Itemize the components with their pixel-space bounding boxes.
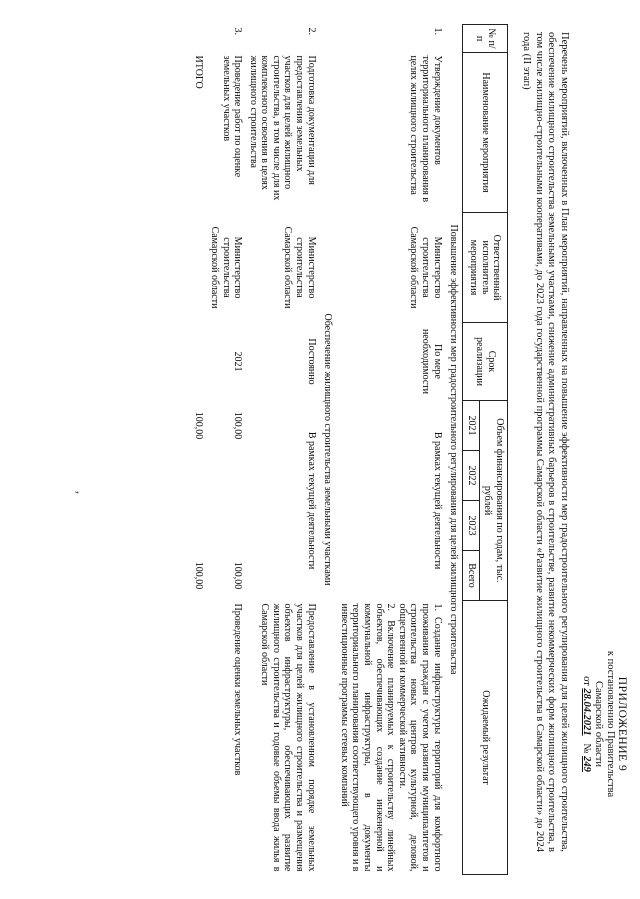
row-num: 3.	[232, 27, 244, 35]
table-row	[245, 25, 319, 875]
number-prefix: №	[581, 743, 592, 754]
header-name: Наименование мероприятия	[463, 53, 508, 213]
appendix-heading: ПРИЛОЖЕНИЕ 9	[616, 676, 628, 772]
header-2021: 2021	[463, 401, 480, 451]
header-total: Всего	[463, 551, 480, 601]
row-result: Проведение оценки земельных участков	[232, 603, 244, 776]
result-paragraph-1: 1. Создание инфраструктуры территорий для комфортного проживания граждан с учетом развития муниципалитетов и строительства новых центров культурной, деловой, общественной и коммерческой активности.	[396, 603, 443, 872]
header-2022: 2022	[463, 451, 480, 501]
total-sum: 100,00	[193, 561, 205, 590]
total-row	[191, 25, 207, 875]
table-row	[336, 25, 444, 875]
handwritten-date: 28.04.2021	[581, 688, 592, 736]
row-num: 1.	[431, 27, 443, 35]
row-term: 2021	[232, 351, 244, 372]
row-total: 100,00	[232, 561, 244, 590]
stray-pen-mark: ‚	[73, 490, 88, 495]
row-executor: Министерство строительства Самарской области	[408, 226, 443, 309]
table-row	[206, 25, 245, 875]
header-executor: Ответственный исполнитель мероприятия	[463, 213, 508, 323]
total-label: ИТОГО	[193, 55, 205, 89]
row-name: Проведение работ по оценке земельных участков	[220, 55, 244, 178]
row-term: По мере необходимости	[420, 328, 443, 394]
section-row	[319, 25, 337, 875]
document-title: Перечень мероприятий, включенных в План мероприятий, направленных на повышение эффективности мер градостроительного регулирования для целей жилищного строительства, обеспечение жилищного строительства земельными участками, снижение административных барьеров в строительстве, развитие некоммерческих форм жилищного строительства, в том числе жилищно-строительными кооперативами, до 2023 года государственной программы Самарской области «Развитие жилищного строительства в Самарской области» до 2024 года (II этап)	[521, 32, 570, 852]
row-funding-note: В рамках текущей деятельности	[305, 431, 317, 570]
appendix-line1: к постановлению Правительства	[605, 650, 616, 798]
date-prefix: от	[581, 676, 592, 686]
header-funding: Объем финансирования по годам, тыс. рублей	[479, 401, 507, 601]
section-title: Повышение эффективности мер градостроительного регулирования для целей жилищного строительства	[448, 224, 460, 675]
header-term: Срок реализации	[463, 323, 508, 401]
row-funding-note: В рамках текущей деятельности	[431, 431, 443, 570]
row-executor: Министерство строительства Самарской области	[208, 226, 244, 309]
row-term: Постоянно	[305, 338, 317, 385]
appendix-line2: Самарской области	[593, 681, 604, 767]
header-num: № п/п	[463, 25, 508, 53]
section-title: Обеспечение жилищного строительства земельными участками	[322, 313, 334, 586]
result-paragraph-2: 2. Включение планируемых к строительству линейных объектов, обеспечивающих создание инженерной и коммунальной инфраструктуры, в документы территориального планирования соответствующего уровня и в инвестиционные программы сетевых компаний	[338, 603, 397, 872]
row-executor: Министерство строительства Самарской области	[282, 226, 317, 309]
section-row	[445, 25, 463, 875]
row-name: Подготовка документации для предоставления земельных участков для целей жилищного строительства, в том числе для их комплексного освоения в целях жилищного строительства	[247, 55, 317, 201]
appendix-date-line	[580, 619, 592, 829]
row-name: Утверждение документов территориального планирования в целях жилищного строительства	[408, 55, 443, 203]
header-result: Ожидаемый результат	[463, 601, 508, 875]
row-num: 2.	[305, 27, 317, 35]
row-2021: 100,00	[232, 411, 244, 440]
appendix-block	[580, 619, 628, 829]
row-result	[336, 601, 444, 875]
header-2023: 2023	[463, 501, 480, 551]
measures-table	[191, 24, 508, 875]
row-2023	[206, 501, 245, 551]
total-2021: 100,00	[193, 411, 205, 440]
row-2022	[206, 451, 245, 501]
row-result: Предоставление в установленном порядке земельных участков для целей жилищного строительства и размещения объектов инфраструктуры, обеспечивающих развитие жилищного строительства и годовые объемы ввода жилья в Самарской области	[259, 603, 317, 872]
handwritten-number: 249	[581, 756, 592, 772]
